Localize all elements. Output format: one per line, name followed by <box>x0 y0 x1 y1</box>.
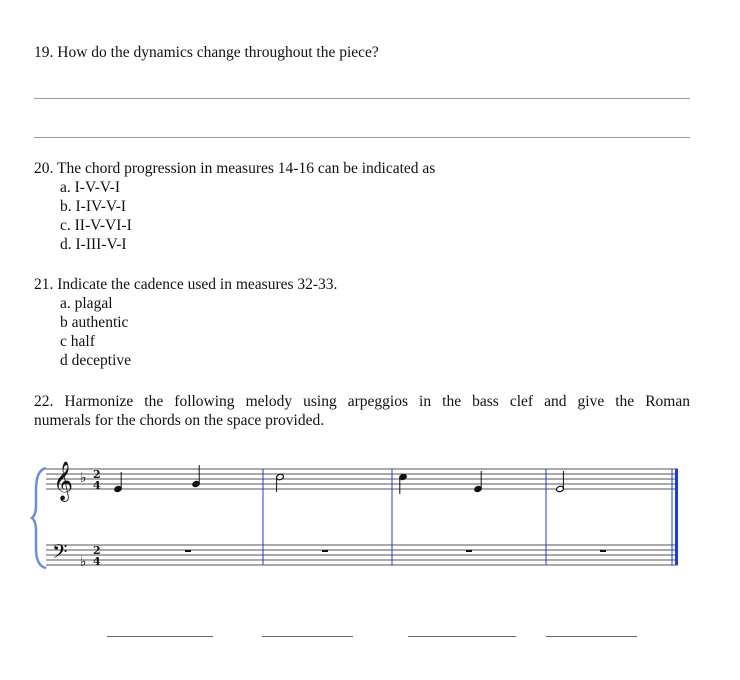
bass-time-bottom: 4 <box>93 555 101 568</box>
bass-clef-icon: 𝄢 <box>52 540 68 568</box>
bass-time-top: 2 <box>93 544 101 557</box>
question-20: 20. The chord progression in measures 14-16 can be indicated as <box>34 160 436 177</box>
treble-clef-icon: 𝄞 <box>53 461 74 501</box>
option-21b[interactable]: b authentic <box>60 314 129 331</box>
bass-staff <box>46 545 678 565</box>
rest <box>600 550 606 552</box>
question-22-line2: numerals for the chords on the space provided. <box>34 412 325 429</box>
roman-numeral-blank-3[interactable] <box>408 636 516 637</box>
option-20a[interactable]: a. I-V-V-I <box>60 179 120 196</box>
question-21: 21. Indicate the cadence used in measures 32-33. <box>34 276 338 293</box>
rest <box>322 550 328 552</box>
rest <box>466 550 472 552</box>
option-20b[interactable]: b. I-IV-V-I <box>60 198 127 215</box>
treble-flat-icon: ♭ <box>80 470 87 486</box>
question-19: 19. How do the dynamics change throughout the piece? <box>34 44 379 61</box>
treble-staff <box>46 469 678 489</box>
option-21a[interactable]: a. plagal <box>60 295 113 312</box>
system-brace <box>32 468 46 568</box>
bass-flat-icon: ♭ <box>80 554 87 570</box>
rest <box>185 550 191 552</box>
option-21c[interactable]: c half <box>60 333 95 350</box>
option-20c[interactable]: c. II-V-VI-I <box>60 217 132 234</box>
treble-time-top: 2 <box>93 468 101 481</box>
treble-time-bottom: 4 <box>93 479 101 492</box>
option-21d[interactable]: d deceptive <box>60 352 132 369</box>
roman-numeral-blank-4[interactable] <box>546 636 637 637</box>
roman-numeral-blank-1[interactable] <box>107 636 213 637</box>
roman-numeral-blank-2[interactable] <box>262 636 353 637</box>
option-20d[interactable]: d. I-III-V-I <box>60 236 127 253</box>
question-22-line1: 22. Harmonize the following melody using arpeggios in the bass clef and give the Roman <box>34 393 690 410</box>
final-barline-thick <box>675 469 678 565</box>
